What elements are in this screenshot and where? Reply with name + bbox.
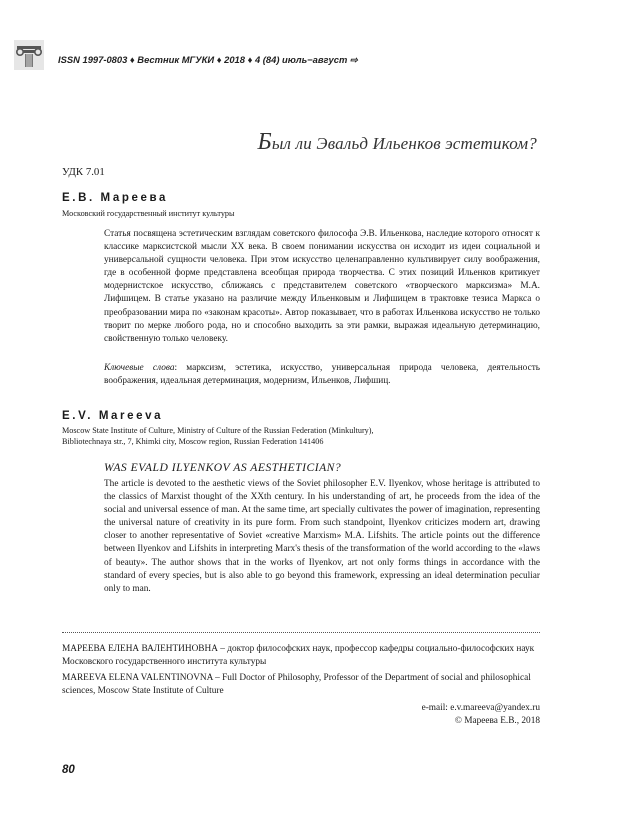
keywords-ru: [104, 362, 540, 388]
author-name-en: E.V. Mareeva: [62, 410, 164, 422]
affiliation-en-line2: Bibliotechnaya str., 7, Khimki city, Moscow region, Russian Federation 141406: [62, 436, 324, 446]
contact-block: [422, 702, 540, 727]
dotted-divider: [62, 632, 540, 633]
running-header: ISSN 1997-0803 ♦ Вестник МГУКИ ♦ 2018 ♦ 4 (84) июль−август ⇨: [58, 54, 358, 65]
article-title-en: WAS EVALD ILYENKOV AS AESTHETICIAN?: [104, 461, 342, 474]
abstract-ru: Статья посвящена эстетическим взглядам советского философа Э.В. Ильенкова, наследие которого относят к классике марксистской мысли XX века. В своем понимании искусства он исходит из идеи социальной и универсальной сущности человека. При этом искусство целенаправленно культивирует силу воображения, где в особенной форме представлена всеобщая природа творчества. С этих позиций Ильенков критикует модернистское искусство, сближаясь с представителем советского «творческого марксизма» М.А. Лифшицем. В статье указано на различие между Ильенковым и Лифшицем в трактовке тезиса Маркса о преобразовании мира по «законам красоты». Автор показывает, что в работах Ильенкова искусство не только творит по мерке любого рода, но и способно выходить за эти рамки, выражая идеальную детерминацию, свойственную только человеку.: [104, 229, 540, 344]
keywords-label: Ключевые слова: [104, 363, 175, 373]
column-capital-icon: [14, 40, 44, 70]
copyright-note: © Мареева Е.В., 2018: [454, 715, 540, 726]
abstract-en: The article is devoted to the aesthetic views of the Soviet philosopher E.V. Ilyenkov, whose heritage is attributed to the classics of Marxist thought of the XXth century. In his understanding of art, he proceeds from the idea of the social and universal essence of man. At the same time, art specially cultivates the power of imagination, representing the universal nature of creativity in its pure form. From such standpoint, Ilyenkov criticizes modern art, drawing closer to another representative of Soviet «creative Marxism» M.A. Lifshits. The article points out the difference between Ilyenkov and Lifshits in interpreting Marx's thesis of the transformation of the world according to the «laws of beauty». The author shows that in the works of Ilyenkov, art not only forms things in accordance with the standard of every species, but is also able to go beyond this framework, expressing an ideal determination peculiar only to man.: [104, 479, 540, 594]
author-email[interactable]: e-mail: e.v.mareeva@yandex.ru: [421, 703, 540, 713]
affiliation-ru: Московский государственный институт культуры: [62, 209, 235, 218]
author-name-ru: Е.В. Мареева: [62, 192, 169, 204]
title-rest: ыл ли Эвальд Ильенков эстетиком?: [271, 134, 537, 153]
title-dropcap: Б: [257, 129, 272, 155]
article-title-ru: [257, 129, 537, 156]
keywords-list: : марксизм, эстетика, искусство, универсальная природа человека, деятельность воображения, идеальная детерминация, модернизм, Ильенков, Лифшиц.: [104, 363, 540, 387]
author-bio-ru: МАРЕЕВА ЕЛЕНА ВАЛЕНТИНОВНА – доктор философских наук, профессор кафедры социально-философских наук Московского государственного института культуры: [62, 644, 535, 667]
udk-code: УДК 7.01: [62, 166, 105, 178]
page-number: 80: [62, 764, 75, 776]
affiliation-en-line1: Moscow State Institute of Culture, Ministry of Culture of the Russian Federation (Minkultury),: [62, 426, 374, 435]
affiliation-en: [62, 426, 532, 447]
author-bio-en: MAREEVA ELENA VALENTINOVNA – Full Doctor of Philosophy, Professor of the Department of social and philosophical sciences, Moscow State Institute of Culture: [62, 673, 531, 696]
